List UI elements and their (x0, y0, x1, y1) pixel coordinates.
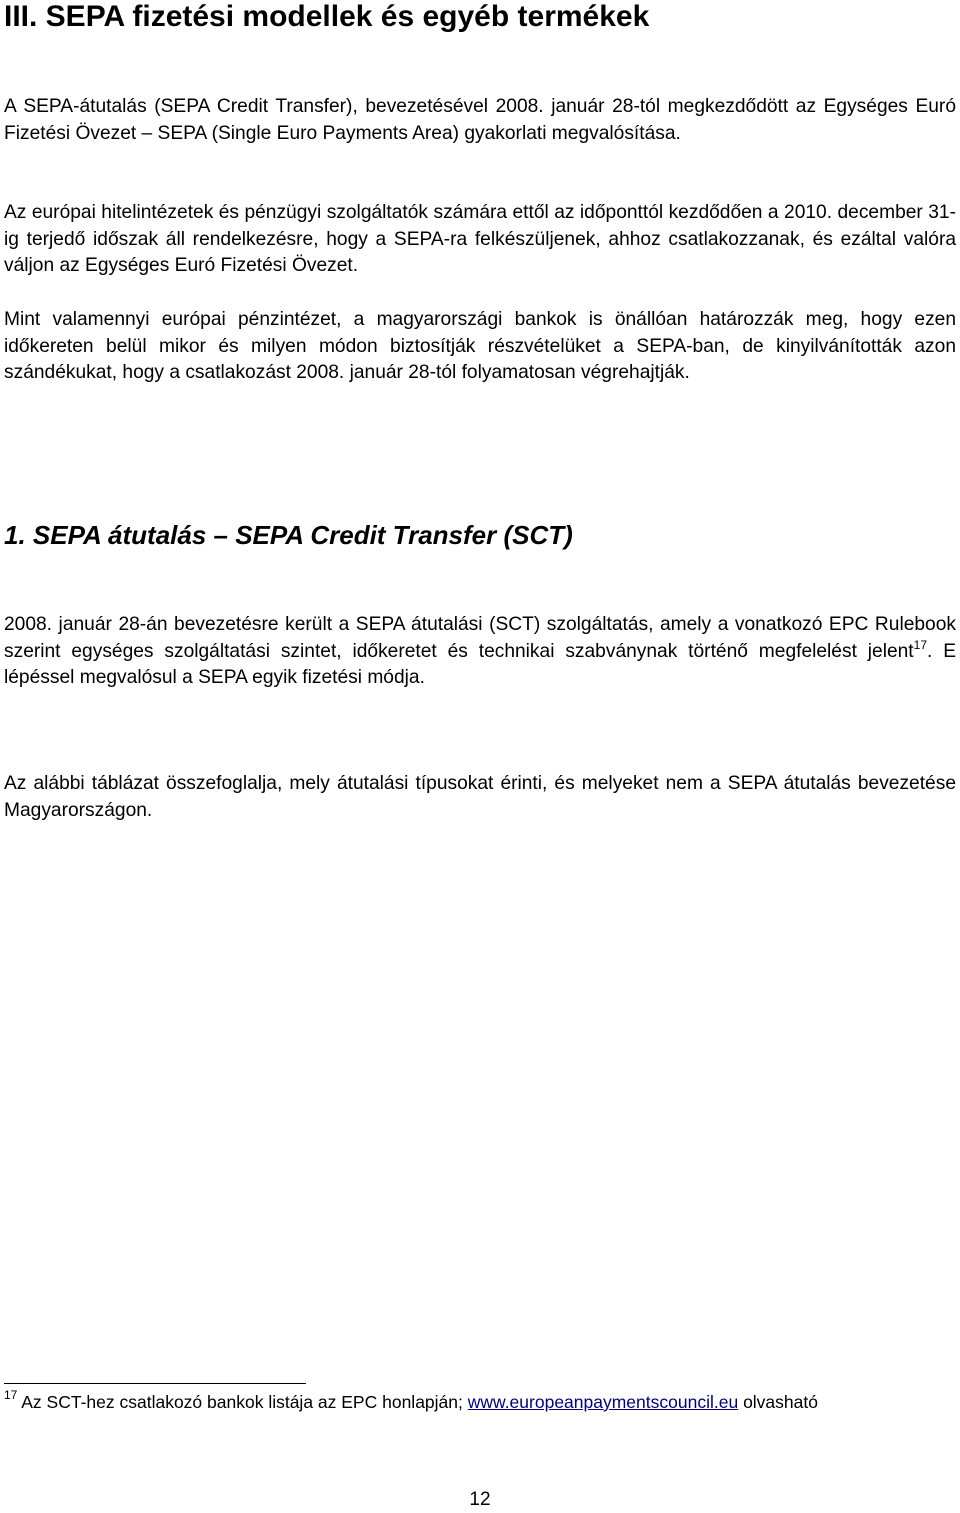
footnote-number: 17 (4, 1388, 18, 1402)
section-heading-sct: 1. SEPA átutalás – SEPA Credit Transfer (SCT) (4, 520, 573, 550)
paragraph-deadline: Az európai hitelintézetek és pénzügyi szolgáltatók számára ettől az időponttól kezdődően a 2010. december 31-ig terjedő időszak áll rendelkezésre, hogy a SEPA-ra felkészüljenek, ahhoz csatlakozzanak, és ezáltal valóra váljon az Egységes Euró Fizetési Övezet. (4, 202, 956, 276)
page-number: 12 (469, 1489, 491, 1510)
paragraph-sct-introduction (4, 612, 956, 692)
epc-website-link[interactable]: www.europeanpaymentscouncil.eu (467, 1392, 739, 1412)
paragraph-sepa-intro: A SEPA-átutalás (SEPA Credit Transfer), bevezetésével 2008. január 28-tól megkezdődött az Egységes Euró Fizetési Övezet – SEPA (Single Euro Payments Area) gyakorlati megvalósítása. (4, 96, 956, 144)
footnote-text: Az SCT-hez csatlakozó bankok listája az EPC honlapján; (17, 1392, 468, 1412)
paragraph-table-summary: Az alábbi táblázat összefoglalja, mely átutalási típusokat érinti, és melyeket nem a SEPA átutalás bevezetése Magyarországon. (4, 773, 956, 821)
document-page (4, 0, 956, 1513)
chapter-heading: III. SEPA fizetési modellek és egyéb termékek (4, 0, 650, 33)
footnote-text-end: olvasható (738, 1392, 818, 1412)
footnote (4, 1390, 956, 1414)
paragraph-hungarian-banks: Mint valamennyi európai pénzintézet, a magyarországi bankok is önállóan határozzák meg, hogy ezen időkereten belül mikor és milyen módon biztosítják részvételüket a SEPA-ban, de kinyilvánították azon szándékukat, hogy a csatlakozást 2008. január 28-tól folyamatosan végrehajtják. (4, 309, 956, 383)
footnote-reference[interactable]: 17 (913, 637, 927, 652)
paragraph-sct-text-2: . E lépéssel megvalósul a SEPA egyik fizetési módja. (4, 640, 956, 688)
footnote-separator (4, 1383, 306, 1384)
paragraph-sct-text-1: 2008. január 28-án bevezetésre került a SEPA átutalási (SCT) szolgáltatás, amely a vonatkozó EPC Rulebook szerint egységes szolgáltatási szintet, időkeretet és technikai szabványnak történő megfelelést jelent (4, 614, 956, 662)
